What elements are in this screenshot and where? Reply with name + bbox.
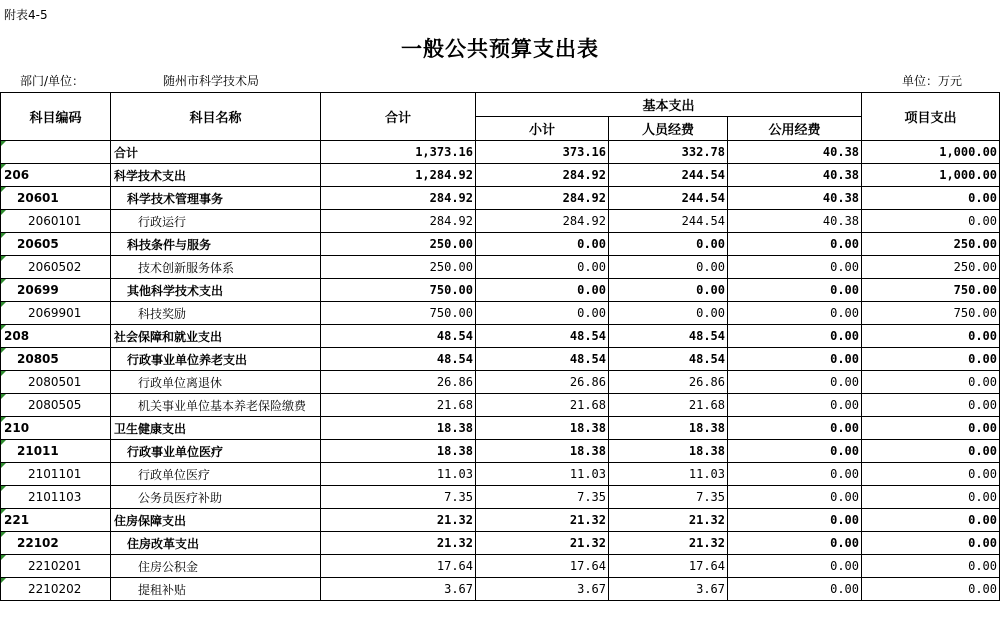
department-value: 随州市科学技术局	[163, 74, 260, 88]
code-cell: 2060101	[1, 210, 111, 233]
public-cell: 0.00	[728, 417, 862, 440]
code-cell: 20601	[1, 187, 111, 210]
name-cell: 卫生健康支出	[111, 417, 321, 440]
header-total: 合计	[321, 93, 476, 141]
total-cell: 18.38	[321, 417, 476, 440]
subtotal-cell: 284.92	[476, 164, 609, 187]
project-cell: 0.00	[862, 371, 1000, 394]
name-cell: 住房公积金	[111, 555, 321, 578]
table-row	[1, 325, 1000, 348]
code-cell: 21011	[1, 440, 111, 463]
personnel-cell: 11.03	[609, 463, 728, 486]
name-cell: 科学技术管理事务	[111, 187, 321, 210]
department-label: 部门/单位：	[20, 74, 85, 88]
header-basic: 基本支出	[476, 93, 862, 117]
name-cell: 社会保障和就业支出	[111, 325, 321, 348]
personnel-cell: 0.00	[609, 279, 728, 302]
table-row	[1, 210, 1000, 233]
total-cell: 21.32	[321, 509, 476, 532]
total-cell: 750.00	[321, 302, 476, 325]
personnel-cell: 332.78	[609, 141, 728, 164]
subtotal-cell: 0.00	[476, 302, 609, 325]
code-cell	[1, 141, 111, 164]
total-cell: 250.00	[321, 233, 476, 256]
name-cell: 住房保障支出	[111, 509, 321, 532]
code-cell: 2080505	[1, 394, 111, 417]
total-cell: 250.00	[321, 256, 476, 279]
public-cell: 0.00	[728, 578, 862, 601]
public-cell: 0.00	[728, 325, 862, 348]
personnel-cell: 0.00	[609, 256, 728, 279]
subtotal-cell: 17.64	[476, 555, 609, 578]
total-cell: 284.92	[321, 210, 476, 233]
project-cell: 0.00	[862, 578, 1000, 601]
total-cell: 17.64	[321, 555, 476, 578]
project-cell: 0.00	[862, 325, 1000, 348]
subtotal-cell: 7.35	[476, 486, 609, 509]
table-row	[1, 509, 1000, 532]
total-cell: 1,284.92	[321, 164, 476, 187]
table-row	[1, 256, 1000, 279]
page-title: 一般公共预算支出表	[401, 37, 599, 61]
code-cell: 2101101	[1, 463, 111, 486]
code-cell: 20605	[1, 233, 111, 256]
code-cell: 2069901	[1, 302, 111, 325]
personnel-cell: 21.68	[609, 394, 728, 417]
total-cell: 7.35	[321, 486, 476, 509]
total-cell: 1,373.16	[321, 141, 476, 164]
public-cell: 0.00	[728, 233, 862, 256]
personnel-cell: 48.54	[609, 325, 728, 348]
total-cell: 3.67	[321, 578, 476, 601]
subtotal-cell: 373.16	[476, 141, 609, 164]
subtotal-cell: 18.38	[476, 440, 609, 463]
project-cell: 0.00	[862, 555, 1000, 578]
name-cell: 行政单位离退休	[111, 371, 321, 394]
total-cell: 750.00	[321, 279, 476, 302]
code-cell: 2210202	[1, 578, 111, 601]
subtotal-cell: 0.00	[476, 279, 609, 302]
subtotal-cell: 21.32	[476, 532, 609, 555]
public-cell: 40.38	[728, 210, 862, 233]
header-public: 公用经费	[728, 117, 862, 141]
name-cell: 机关事业单位基本养老保险缴费	[111, 394, 321, 417]
total-cell: 18.38	[321, 440, 476, 463]
name-cell: 科技条件与服务	[111, 233, 321, 256]
name-cell: 提租补贴	[111, 578, 321, 601]
public-cell: 0.00	[728, 509, 862, 532]
code-cell: 206	[1, 164, 111, 187]
table-row	[1, 279, 1000, 302]
header-subtotal: 小计	[476, 117, 609, 141]
personnel-cell: 7.35	[609, 486, 728, 509]
table-row	[1, 348, 1000, 371]
project-cell: 0.00	[862, 532, 1000, 555]
subtotal-cell: 0.00	[476, 233, 609, 256]
project-cell: 1,000.00	[862, 164, 1000, 187]
table-row	[1, 187, 1000, 210]
name-cell: 行政事业单位养老支出	[111, 348, 321, 371]
project-cell: 250.00	[862, 233, 1000, 256]
code-cell: 22102	[1, 532, 111, 555]
project-cell: 0.00	[862, 187, 1000, 210]
public-cell: 0.00	[728, 555, 862, 578]
table-row	[1, 578, 1000, 601]
subtotal-cell: 21.32	[476, 509, 609, 532]
code-cell: 221	[1, 509, 111, 532]
total-cell: 284.92	[321, 187, 476, 210]
table-row	[1, 141, 1000, 164]
personnel-cell: 0.00	[609, 302, 728, 325]
project-cell: 750.00	[862, 302, 1000, 325]
table-row	[1, 463, 1000, 486]
header-name: 科目名称	[111, 93, 321, 141]
public-cell: 0.00	[728, 348, 862, 371]
public-cell: 0.00	[728, 440, 862, 463]
name-cell: 行政运行	[111, 210, 321, 233]
project-cell: 0.00	[862, 417, 1000, 440]
name-cell: 科学技术支出	[111, 164, 321, 187]
subtotal-cell: 284.92	[476, 210, 609, 233]
code-cell: 210	[1, 417, 111, 440]
personnel-cell: 244.54	[609, 210, 728, 233]
subtotal-cell: 18.38	[476, 417, 609, 440]
code-cell: 20699	[1, 279, 111, 302]
total-cell: 48.54	[321, 325, 476, 348]
personnel-cell: 48.54	[609, 348, 728, 371]
subtotal-cell: 11.03	[476, 463, 609, 486]
table-row	[1, 302, 1000, 325]
unit-label: 单位：万元	[901, 74, 962, 88]
code-cell: 20805	[1, 348, 111, 371]
table-row	[1, 532, 1000, 555]
project-cell: 1,000.00	[862, 141, 1000, 164]
personnel-cell: 18.38	[609, 417, 728, 440]
total-cell: 21.32	[321, 532, 476, 555]
expenditure-table	[0, 92, 1000, 601]
subtotal-cell: 26.86	[476, 371, 609, 394]
table-row	[1, 371, 1000, 394]
total-cell: 21.68	[321, 394, 476, 417]
table-row	[1, 233, 1000, 256]
table-row	[1, 394, 1000, 417]
total-cell: 26.86	[321, 371, 476, 394]
name-cell: 合计	[111, 141, 321, 164]
annex-label: 附表4-5	[4, 8, 48, 22]
name-cell: 住房改革支出	[111, 532, 321, 555]
public-cell: 40.38	[728, 141, 862, 164]
code-cell: 2101103	[1, 486, 111, 509]
subtotal-cell: 3.67	[476, 578, 609, 601]
personnel-cell: 244.54	[609, 187, 728, 210]
total-cell: 11.03	[321, 463, 476, 486]
table-row	[1, 486, 1000, 509]
project-cell: 0.00	[862, 394, 1000, 417]
table-body	[1, 141, 1000, 601]
project-cell: 0.00	[862, 463, 1000, 486]
public-cell: 0.00	[728, 486, 862, 509]
public-cell: 40.38	[728, 164, 862, 187]
public-cell: 0.00	[728, 394, 862, 417]
project-cell: 250.00	[862, 256, 1000, 279]
public-cell: 0.00	[728, 279, 862, 302]
header-personnel: 人员经费	[609, 117, 728, 141]
table-row	[1, 555, 1000, 578]
code-cell: 2080501	[1, 371, 111, 394]
personnel-cell: 18.38	[609, 440, 728, 463]
project-cell: 0.00	[862, 210, 1000, 233]
public-cell: 0.00	[728, 302, 862, 325]
public-cell: 0.00	[728, 463, 862, 486]
subtotal-cell: 48.54	[476, 348, 609, 371]
personnel-cell: 0.00	[609, 233, 728, 256]
header-project: 项目支出	[862, 93, 1000, 141]
public-cell: 0.00	[728, 371, 862, 394]
public-cell: 40.38	[728, 187, 862, 210]
name-cell: 其他科学技术支出	[111, 279, 321, 302]
public-cell: 0.00	[728, 532, 862, 555]
table-row	[1, 440, 1000, 463]
subtotal-cell: 284.92	[476, 187, 609, 210]
name-cell: 行政事业单位医疗	[111, 440, 321, 463]
project-cell: 750.00	[862, 279, 1000, 302]
subtotal-cell: 0.00	[476, 256, 609, 279]
code-cell: 208	[1, 325, 111, 348]
personnel-cell: 26.86	[609, 371, 728, 394]
table-row	[1, 417, 1000, 440]
code-cell: 2210201	[1, 555, 111, 578]
personnel-cell: 244.54	[609, 164, 728, 187]
personnel-cell: 21.32	[609, 532, 728, 555]
project-cell: 0.00	[862, 348, 1000, 371]
table-row	[1, 164, 1000, 187]
name-cell: 公务员医疗补助	[111, 486, 321, 509]
subtotal-cell: 21.68	[476, 394, 609, 417]
total-cell: 48.54	[321, 348, 476, 371]
public-cell: 0.00	[728, 256, 862, 279]
project-cell: 0.00	[862, 440, 1000, 463]
personnel-cell: 17.64	[609, 555, 728, 578]
header-code: 科目编码	[1, 93, 111, 141]
subtotal-cell: 48.54	[476, 325, 609, 348]
name-cell: 行政单位医疗	[111, 463, 321, 486]
project-cell: 0.00	[862, 486, 1000, 509]
personnel-cell: 21.32	[609, 509, 728, 532]
personnel-cell: 3.67	[609, 578, 728, 601]
name-cell: 技术创新服务体系	[111, 256, 321, 279]
name-cell: 科技奖励	[111, 302, 321, 325]
code-cell: 2060502	[1, 256, 111, 279]
project-cell: 0.00	[862, 509, 1000, 532]
